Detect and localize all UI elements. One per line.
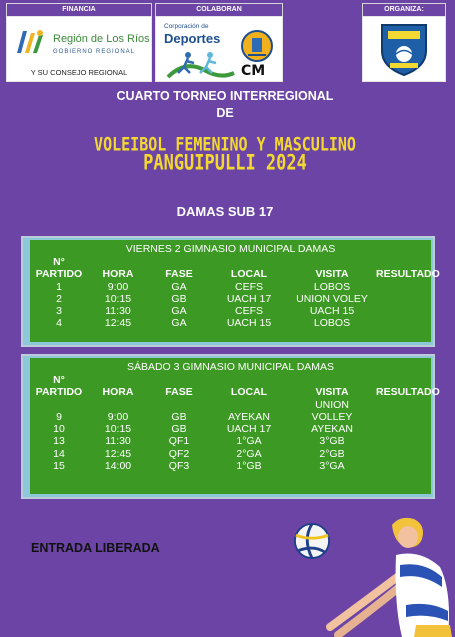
cell-hora: 12:45 <box>104 317 132 330</box>
cell-n: 9 <box>56 410 62 423</box>
header-row <box>30 268 434 280</box>
cell-local: UACH 17 <box>226 292 272 305</box>
schedule-table <box>30 374 440 473</box>
cell-hora: 10:15 <box>104 292 132 305</box>
cell-hora: 10:15 <box>104 423 132 436</box>
schedule-table <box>30 256 440 330</box>
title-line-2: DE <box>216 106 234 120</box>
header-local: LOCAL <box>230 386 268 399</box>
cell-local: CEFS <box>234 280 263 293</box>
corp-line1: Corporación de <box>164 23 209 30</box>
cell-local: UACH 15 <box>226 317 272 330</box>
day-caption: SÁBADO 3 GIMNASIO MUNICIPAL DAMAS <box>126 361 335 373</box>
cell-visita: LOBOS <box>313 280 351 293</box>
entrada-liberada: ENTRADA LIBERADA <box>31 541 160 555</box>
cell-local: 1°GA <box>236 435 262 448</box>
cell-visita: UNION <box>315 398 349 411</box>
cell-hora: 14:00 <box>104 460 132 473</box>
region-name: Región de Los Ríos <box>53 33 150 45</box>
region-logo <box>13 27 173 69</box>
header-row-n <box>30 374 434 386</box>
schedule-saturday <box>21 354 440 499</box>
table-row <box>30 460 434 472</box>
title-line-1: CUARTO TORNEO INTERREGIONAL <box>116 89 334 103</box>
cell-n: 14 <box>53 447 65 460</box>
cell-visita: 3°GB <box>319 435 345 448</box>
cell-hora: 9:00 <box>107 280 129 293</box>
cell-resultado <box>376 448 434 460</box>
cell-n: 13 <box>53 435 65 448</box>
cell-local: 2°GA <box>236 447 262 460</box>
table-row <box>30 317 434 329</box>
header-resultado: RESULTADO <box>376 268 440 281</box>
table-row <box>30 399 434 411</box>
cell-resultado <box>376 460 434 472</box>
cell-resultado <box>376 305 434 317</box>
cell-hora <box>88 399 148 411</box>
header-partido: PARTIDO <box>35 268 83 281</box>
table-row <box>30 305 434 317</box>
cell-resultado <box>376 281 434 293</box>
title-line-4: PANGUIPULLI 2024 <box>143 150 307 176</box>
schedule-saturday-body <box>30 358 440 494</box>
header-visita: VISITA <box>315 268 349 281</box>
header-row <box>30 386 434 398</box>
cell-resultado <box>376 317 434 329</box>
header-row-n <box>30 256 434 268</box>
cell-fase: GA <box>171 280 187 293</box>
header-visita: VISITA <box>315 386 349 399</box>
club-shield-icon <box>378 21 430 77</box>
corp-line2: Deportes <box>164 31 221 46</box>
cell-resultado <box>376 411 434 423</box>
colaboran-box <box>155 16 283 82</box>
header-hora: HORA <box>102 268 134 281</box>
runners-icon <box>166 49 236 79</box>
table-row <box>30 411 434 423</box>
cell-visita: VOLLEY <box>311 410 353 423</box>
cell-fase: GB <box>171 423 187 436</box>
cm-text: CM <box>241 63 266 79</box>
cell-n: 2 <box>56 292 62 305</box>
cell-n: 3 <box>56 305 62 318</box>
cell-local: 1°GB <box>236 460 262 473</box>
header-hora: HORA <box>102 386 134 399</box>
table-row <box>30 448 434 460</box>
table-row <box>30 435 434 447</box>
schedule-friday <box>21 236 440 347</box>
organiza-label: ORGANIZA: <box>362 3 446 17</box>
cell-hora: 11:30 <box>105 305 131 318</box>
consejo-text: Y SU CONSEJO REGIONAL <box>30 68 128 77</box>
cell-visita: 2°GB <box>319 447 345 460</box>
header-resultado: RESULTADO <box>376 386 440 399</box>
cell-fase: QF3 <box>168 460 190 473</box>
cell-resultado <box>376 293 434 305</box>
cell-resultado <box>376 435 434 447</box>
volleyball-player-illustration <box>330 515 455 637</box>
cell-resultado <box>376 399 434 411</box>
cell-n: 1 <box>56 280 62 293</box>
cell-visita: UNION VOLEY <box>296 292 368 305</box>
region-emblem-icon <box>13 27 47 57</box>
cell-resultado <box>376 423 434 435</box>
day-caption: VIERNES 2 GIMNASIO MUNICIPAL DAMAS <box>125 243 336 255</box>
financia-box <box>6 16 152 82</box>
header-partido: PARTIDO <box>35 386 83 399</box>
cm-emblem-icon <box>240 29 274 63</box>
cell-fase: GB <box>171 410 187 423</box>
financia-label: FINANCIA <box>6 3 152 17</box>
header-local: LOCAL <box>230 268 268 281</box>
cell-local: CEFS <box>234 305 263 318</box>
cell-hora: 12:45 <box>104 447 132 460</box>
cell-local: AYEKAN <box>228 410 270 423</box>
cell-n: 10 <box>53 423 65 436</box>
cell-fase: GA <box>171 317 187 330</box>
volleyball-icon <box>293 522 331 560</box>
cell-visita: 3°GA <box>319 460 345 473</box>
cell-hora: 11:30 <box>105 435 131 448</box>
title-line-3: VOLEIBOL FEMENINO Y MASCULINO <box>94 132 356 156</box>
table-row <box>30 293 434 305</box>
header-n: N° <box>53 374 65 386</box>
region-sub: GOBIERNO REGIONAL <box>53 49 136 55</box>
cell-local <box>210 399 288 411</box>
cell-n <box>30 399 88 411</box>
cell-hora: 9:00 <box>107 410 129 423</box>
cell-local: UACH 17 <box>226 423 272 436</box>
organiza-box <box>362 16 446 82</box>
cell-visita: LOBOS <box>313 317 351 330</box>
colaboran-label: COLABORAN <box>155 3 283 17</box>
header-n: N° <box>53 256 65 268</box>
cell-fase <box>148 399 210 411</box>
cell-fase: QF1 <box>168 435 190 448</box>
cell-visita: AYEKAN <box>311 423 353 436</box>
cell-fase: GA <box>171 305 187 318</box>
cell-n: 15 <box>53 460 65 473</box>
schedule-friday-body <box>30 240 440 342</box>
cell-visita: UACH 15 <box>309 305 355 318</box>
table-row <box>30 281 434 293</box>
category-title: DAMAS SUB 17 <box>176 204 274 219</box>
cell-fase: GB <box>171 292 187 305</box>
cell-n: 4 <box>56 317 62 330</box>
table-row <box>30 423 434 435</box>
cell-fase: QF2 <box>168 447 190 460</box>
header-fase: FASE <box>165 386 193 399</box>
header-fase: FASE <box>165 268 193 281</box>
